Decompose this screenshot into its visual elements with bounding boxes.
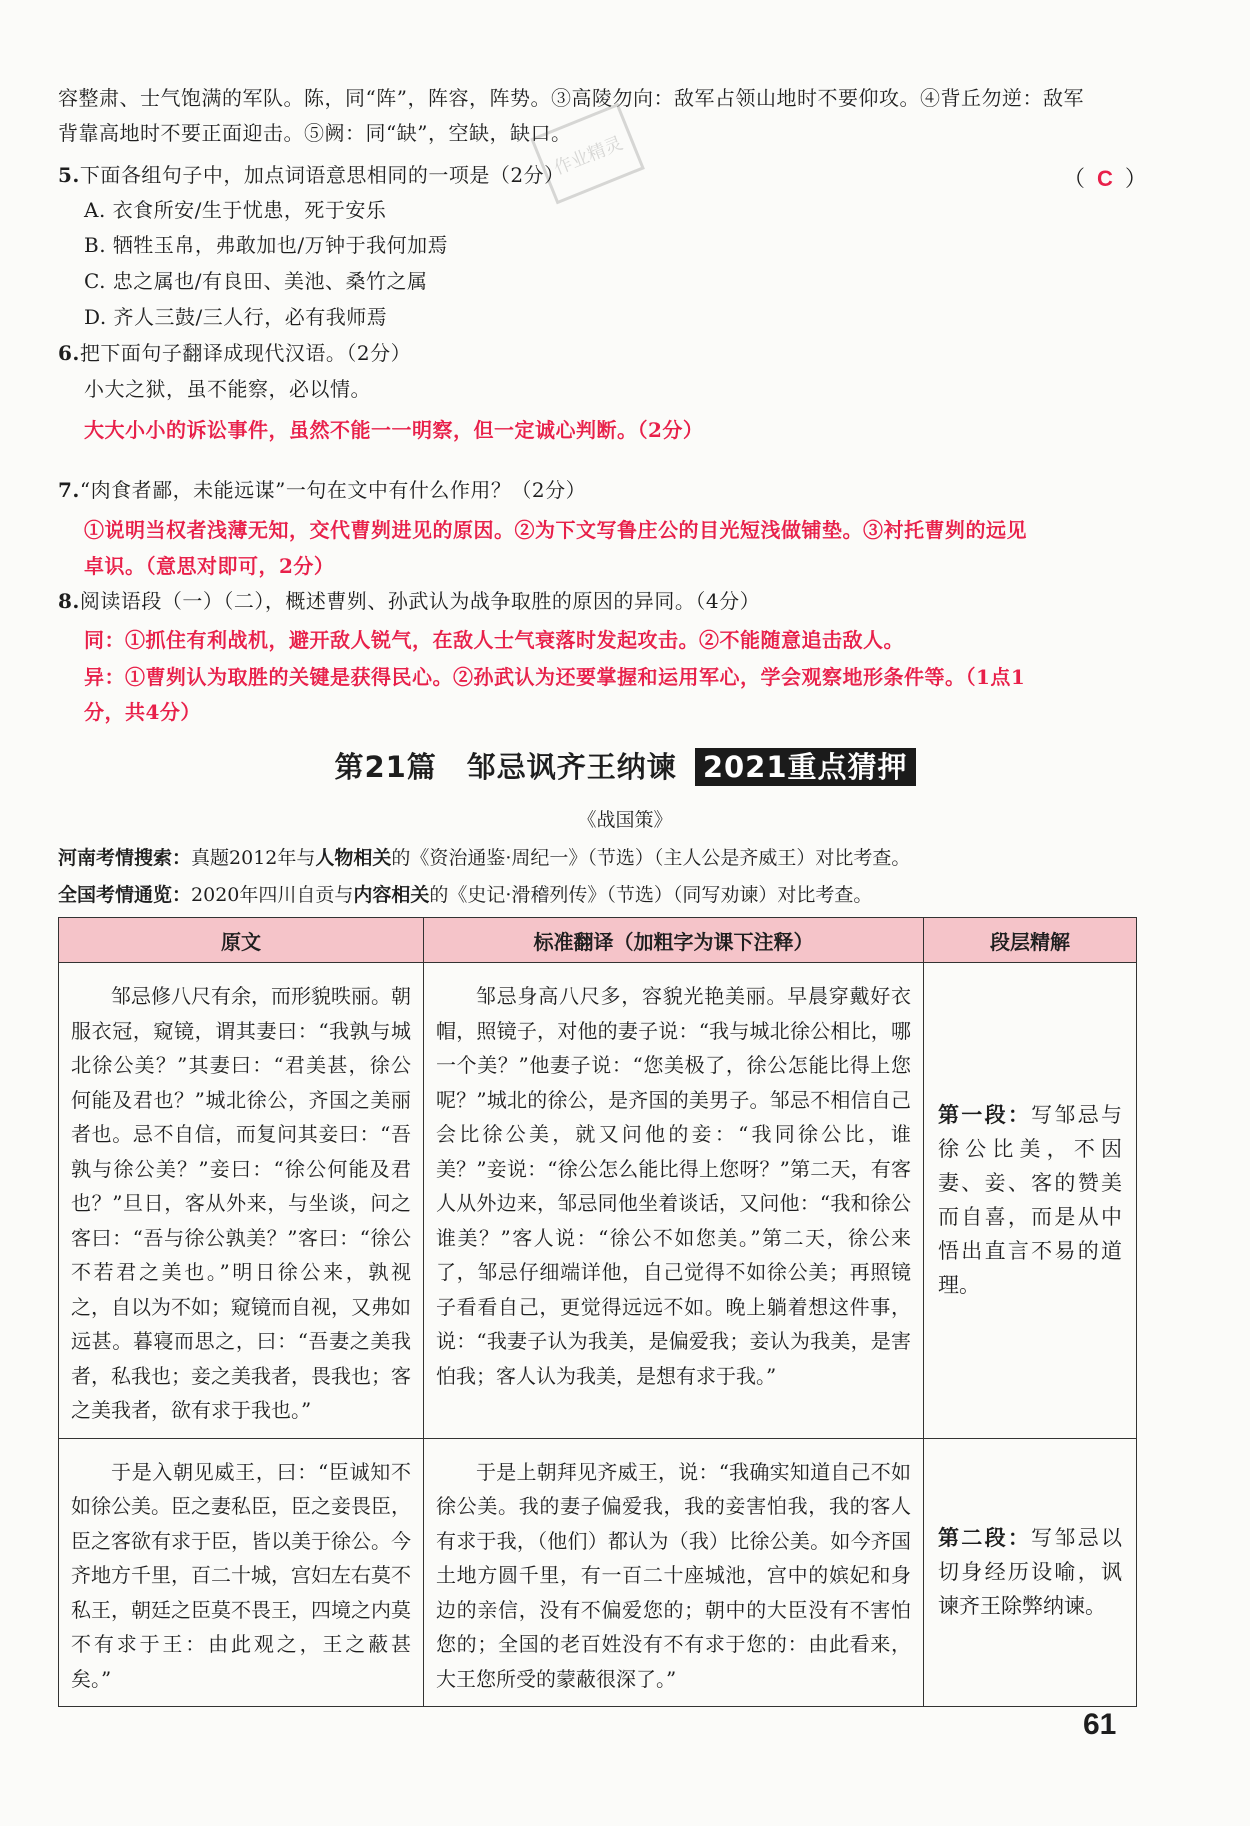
henan-label: 河南考情搜索： xyxy=(58,847,192,869)
question-5-answer-box xyxy=(1063,162,1147,193)
question-6 xyxy=(58,338,411,368)
top-note-line-2: 背靠高地时不要正面迎击。⑤阙：同“缺”，空缺，缺口。 xyxy=(58,121,572,145)
table-row xyxy=(59,1438,1137,1707)
stamp-watermark xyxy=(520,100,655,210)
question-5-answer: C xyxy=(1097,166,1113,191)
translation-cell: 于是上朝拜见齐威王，说：“我确实知道自己不如徐公美。我的妻子偏爱我，我的妾害怕我，我的客人有求于我，（他们）都认为（我）比徐公美。如今齐国土地方圆千里，有一百二十座城池，宫中的嫔妃和身边的亲信，没有不偏爱您的；朝中的大臣没有不害怕您的；全国的老百姓没有不有求于您的：由此看来，大王您所受的蒙蔽很深了。” xyxy=(424,1438,924,1707)
original-cell: 邹忌修八尺有余，而形貌昳丽。朝服衣冠，窥镜，谓其妻曰：“我孰与城北徐公美？”其妻曰：“君美甚，徐公何能及君也？”城北徐公，齐国之美丽者也。忌不自信，而复问其妾曰：“吾孰与徐公美？”妾曰：“徐公何能及君也？”旦日，客从外来，与坐谈，问之客曰：“吾与徐公孰美？”客曰：“徐公不若君之美也。”明日徐公来，孰视之，自以为不如；窥镜而自视，又弗如远甚。暮寝而思之，曰：“吾妻之美我者，私我也；妾之美我者，畏我也；客之美我者，欲有求于我也。” xyxy=(59,963,424,1439)
question-5 xyxy=(58,160,565,190)
henan-text-1: 真题2012年与 xyxy=(191,847,316,869)
question-8-diff-line-2: 分，共4分） xyxy=(84,700,201,724)
header-translation: 标准翻译（加粗字为课下注释） xyxy=(424,918,924,963)
question-6-number: 6. xyxy=(58,341,80,365)
option-d: D. 齐人三鼓/三人行，必有我师焉 xyxy=(84,305,388,329)
question-5-number: 5. xyxy=(58,163,80,187)
henan-info xyxy=(58,843,910,870)
question-7-number: 7. xyxy=(58,478,80,502)
summary-cell xyxy=(924,1438,1137,1707)
question-8-same: 同：①抓住有利战机，避开敌人锐气，在敌人士气衰落时发起攻击。②不能随意追击敌人。 xyxy=(84,628,904,652)
answer-paren-open: （ xyxy=(1063,167,1086,192)
answer-paren-close: ） xyxy=(1124,167,1147,192)
question-7 xyxy=(58,475,586,505)
question-8 xyxy=(58,586,760,616)
national-info xyxy=(58,880,872,907)
summary-text: 写邹忌以切身经历设喻，讽谏齐王除弊纳谏。 xyxy=(938,1526,1123,1619)
question-8-diff-line-1: 异：①曹刿认为取胜的关键是获得民心。②孙武认为还要掌握和运用军心，学会观察地形条件等。（1点1 xyxy=(84,665,1026,689)
page-number: 61 xyxy=(1083,1708,1117,1741)
question-6-text: 把下面句子翻译成现代汉语。（2分） xyxy=(79,341,412,365)
question-6-source: 小大之狱，虽不能察，必以情。 xyxy=(84,377,371,401)
section-title: 第21篇 邹忌讽齐王纳谏 xyxy=(334,750,677,784)
question-5-text: 下面各组句子中，加点词语意思相同的一项是（2分） xyxy=(79,163,565,187)
question-6-answer: 大大小小的诉讼事件，虽然不能一一明察，但一定诚心判断。（2分） xyxy=(84,418,704,442)
summary-label: 第二段： xyxy=(938,1526,1032,1551)
question-7-answer-line-1: ①说明当权者浅薄无知，交代曹刿进见的原因。②为下文写鲁庄公的目光短浅做铺垫。③衬托曹刿的远见 xyxy=(84,518,1027,542)
national-text-2: 的《史记·滑稽列传》（节选）（同写劝谏）对比考查。 xyxy=(429,884,873,906)
study-table xyxy=(58,917,1137,1707)
stamp-text: 作业精灵 xyxy=(551,132,626,180)
national-bold: 内容相关 xyxy=(353,884,430,906)
question-7-answer-line-2: 卓识。（意思对即可，2分） xyxy=(84,554,335,578)
henan-bold: 人物相关 xyxy=(315,847,392,869)
summary-cell xyxy=(924,963,1137,1439)
summary-label: 第一段： xyxy=(938,1103,1032,1128)
original-cell: 于是入朝见威王，曰：“臣诚知不如徐公美。臣之妻私臣，臣之妾畏臣，臣之客欲有求于臣，皆以美于徐公。今齐地方千里，百二十城，宫妇左右莫不私王，朝廷之臣莫不畏王，四境之内莫不有求于王：由此观之，王之蔽甚矣。” xyxy=(59,1438,424,1707)
table-header-row xyxy=(59,918,1137,963)
section-tag: 2021重点猜押 xyxy=(695,748,916,786)
henan-text-2: 的《资治通鉴·周纪一》（节选）（主人公是齐威王）对比考查。 xyxy=(391,847,911,869)
header-original: 原文 xyxy=(59,918,424,963)
top-note-line-1: 容整肃、士气饱满的军队。陈，同“阵”，阵容，阵势。③高陵勿向：敌军占领山地时不要仰攻。④背丘勿逆：敌军 xyxy=(58,86,1084,110)
table-row xyxy=(59,963,1137,1439)
option-c: C. 忠之属也/有良田、美池、桑竹之属 xyxy=(84,269,428,293)
question-8-number: 8. xyxy=(58,589,80,613)
section-source: 《战国策》 xyxy=(577,809,673,831)
option-b: B. 牺牲玉帛，弗敢加也/万钟于我何加焉 xyxy=(84,233,449,257)
section-title-row xyxy=(0,745,1250,786)
summary-text: 写邹忌与徐公比美，不因妻、妾、客的赞美而自喜，而是从中悟出直言不易的道理。 xyxy=(938,1103,1123,1298)
national-label: 全国考情通览： xyxy=(58,884,192,906)
question-7-text: “肉食者鄙，未能远谋”一句在文中有什么作用？（2分） xyxy=(79,478,587,502)
option-a: A. 衣食所安/生于忧患，死于安乐 xyxy=(84,198,387,222)
question-8-text: 阅读语段（一）（二），概述曹刿、孙武认为战争取胜的原因的异同。（4分） xyxy=(79,589,761,613)
translation-cell: 邹忌身高八尺多，容貌光艳美丽。早晨穿戴好衣帽，照镜子，对他的妻子说：“我与城北徐公相比，哪一个美？”他妻子说：“您美极了，徐公怎能比得上您呢？”城北的徐公，是齐国的美男子。邹忌不相信自己会比徐公美，就又问他的妾：“我同徐公比，谁美？”妾说：“徐公怎么能比得上您呀？”第二天，有客人从外边来，邹忌同他坐着谈话，又问他：“我和徐公谁美？”客人说：“徐公不如您美。”第二天，徐公来了，邹忌仔细端详他，自己觉得不如徐公美；再照镜子看看自己，更觉得远远不如。晚上躺着想这件事，说：“我妻子认为我美，是偏爱我；妾认为我美，是害怕我；客人认为我美，是想有求于我。” xyxy=(424,963,924,1439)
national-text-1: 2020年四川自贡与 xyxy=(191,884,354,906)
header-summary: 段层精解 xyxy=(924,918,1137,963)
